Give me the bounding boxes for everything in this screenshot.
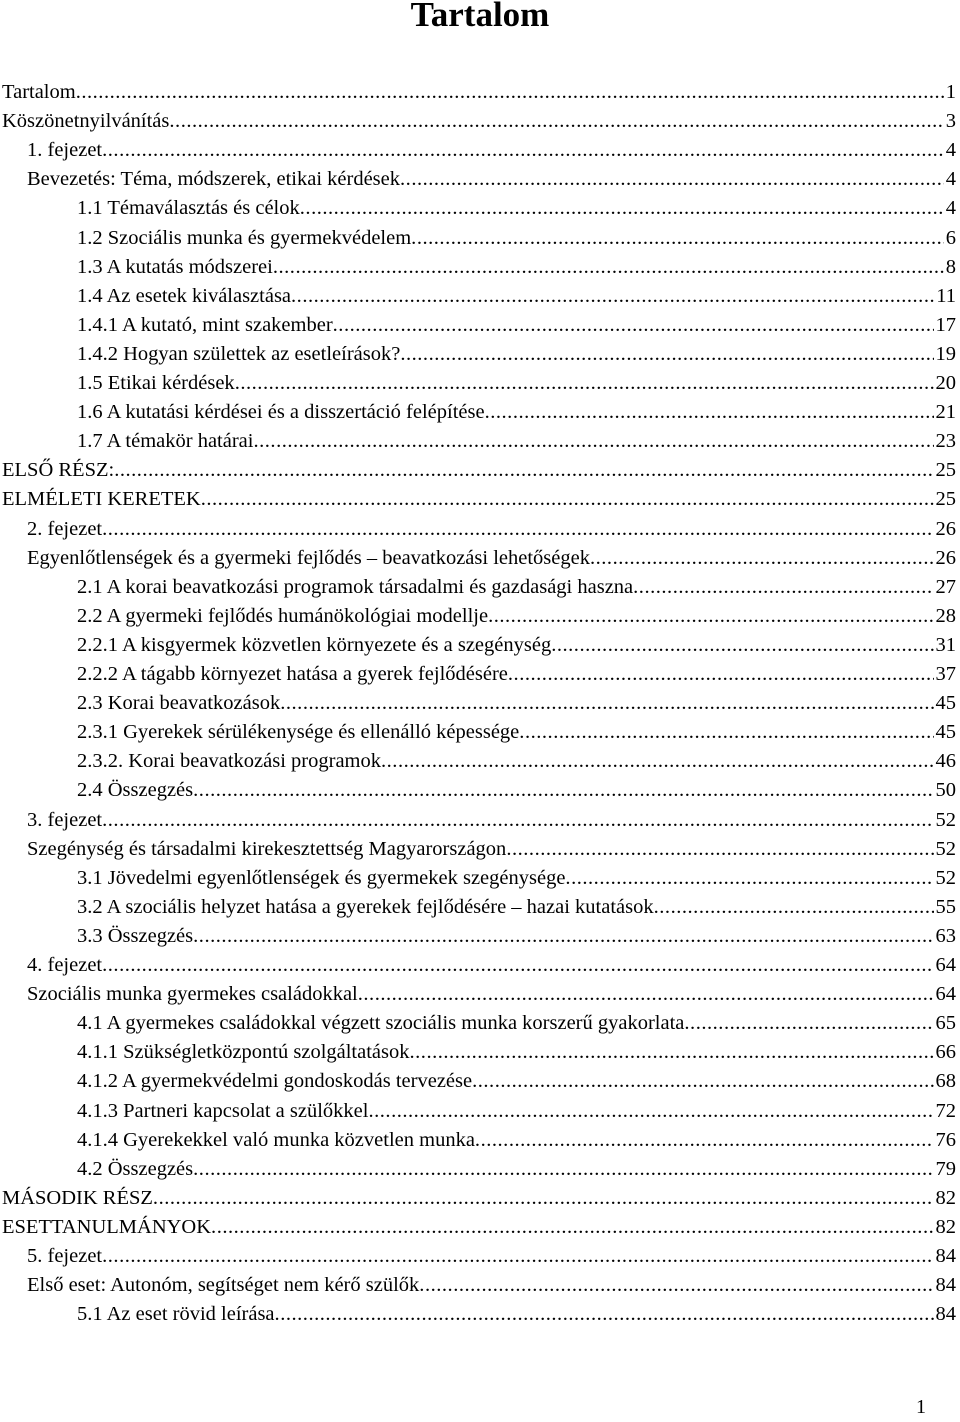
toc-entry-page: 8 [945,255,956,278]
toc-entry-page: 3 [945,110,956,133]
toc-entry-label: 1.6 A kutatási kérdései és a disszertáció felépítése [77,401,485,424]
toc-leader-dots [565,864,933,893]
toc-leader-dots [368,1097,933,1126]
toc-entry-label: 2.3.2. Korai beavatkozási programok [77,750,381,773]
toc-entry[interactable] [2,1213,956,1242]
toc-entry-page: 52 [935,837,956,860]
toc-entry[interactable] [77,1067,956,1096]
toc-leader-dots [102,806,933,835]
toc-entry-page: 68 [935,1070,956,1093]
toc-leader-dots [102,1242,933,1271]
toc-entry-page: 26 [935,517,956,540]
toc-entry[interactable] [77,282,956,311]
toc-entry[interactable] [77,689,956,718]
toc-entry-label: 2.3 Korai beavatkozások [77,692,281,715]
toc-entry-label: 1.1 Témaválasztás és célok [77,197,300,220]
toc-entry[interactable] [77,922,956,951]
toc-entry[interactable] [77,776,956,805]
toc-entry-label: 2.2.1 A kisgyermek közvetlen környezete és a szegénység [77,633,552,656]
toc-entry-page: 4 [945,139,956,162]
toc-leader-dots [684,1009,933,1038]
toc-entry-label: 4.1.2 A gyermekvédelmi gondoskodás tervezése [77,1070,473,1093]
toc-entry-page: 45 [935,692,956,715]
toc-entry[interactable] [77,602,956,631]
toc-entry-page: 26 [935,546,956,569]
toc-leader-dots [381,747,934,776]
toc-entry-label: 3. fejezet [27,808,103,831]
toc-entry-page: 19 [935,342,956,365]
toc-entry[interactable] [27,835,956,864]
toc-entry[interactable] [27,980,956,1009]
toc-entry-label: 5.1 Az eset rövid leírása [77,1303,275,1326]
toc-entry-page: 6 [945,226,956,249]
toc-entry[interactable] [27,951,956,980]
toc-entry-label: 2.3.1 Gyerekek sérülékenysége és ellenálló képessége [77,721,520,744]
toc-entry[interactable] [77,893,956,922]
toc-entry-label: Bevezetés: Téma, módszerek, etikai kérdések [27,168,401,191]
toc-entry-label: Első eset: Autonóm, segítséget nem kérő szülők [27,1274,420,1297]
toc-entry[interactable] [2,107,956,136]
toc-entry[interactable] [77,427,956,456]
toc-leader-dots [193,1155,933,1184]
toc-leader-dots [102,951,933,980]
toc-leader-dots [114,456,933,485]
toc-leader-dots [506,835,933,864]
toc-entry[interactable] [77,631,956,660]
toc-leader-dots [410,1038,934,1067]
toc-entry-label: 4. fejezet [27,954,103,976]
toc-entry-page: 27 [935,575,956,598]
toc-entry[interactable] [77,718,956,747]
toc-entry[interactable] [77,747,956,776]
toc-entry-page: 31 [935,633,956,656]
toc-entry-page: 23 [935,430,956,453]
toc-entry[interactable] [77,194,956,223]
toc-entry-page: 25 [935,488,956,511]
toc-entry-page: 82 [935,1215,956,1238]
page-number: 1 [916,1396,926,1418]
toc-leader-dots [590,544,934,573]
toc-entry-label: 1.7 A témakör határai [77,430,254,453]
toc-entry[interactable] [77,253,956,282]
toc-entry-label: 4.1.4 Gyerekekkel való munka közvetlen munka [77,1128,475,1151]
toc-entry-label: 1. fejezet [27,139,103,162]
toc-entry-label: 1.3 A kutatás módszerei [77,255,273,278]
toc-entry-label: 4.1.1 Szükségletközpontú szolgáltatások [77,1041,410,1064]
toc-leader-dots [411,224,944,253]
toc-entry[interactable] [77,1126,956,1155]
toc-leader-dots [654,893,934,922]
toc-leader-dots [275,1300,934,1329]
toc-entry-label: 1.4.2 Hogyan születtek az esetleírások? [77,342,401,365]
toc-entry-label: Egyenlőtlenségek és a gyermeki fejlődés – beavatkozási lehetőségek [27,546,590,569]
toc-entry-label: 2. fejezet [27,517,103,540]
toc-leader-dots [291,282,934,311]
toc-entry-label: 2.2.2 A tágabb környezet hatása a gyerek fejlődésére [77,663,508,685]
toc-entry-page: 65 [935,1012,956,1035]
toc-leader-dots [235,369,934,398]
toc-leader-dots [102,515,933,544]
toc-entry-label: ELMÉLETI KERETEK [2,488,201,511]
toc-entry-label: 4.1.3 Partneri kapcsolat a szülőkkel [77,1099,369,1122]
toc-leader-dots [475,1126,934,1155]
toc-entry[interactable] [77,1038,956,1067]
toc-leader-dots [201,485,934,514]
toc-entry-label: 2.4 Összegzés [77,779,194,802]
toc-entry-label: 3.2 A szociális helyzet hatása a gyerekek fejlődésére – hazai kutatások [77,895,654,918]
toc-entry[interactable] [77,573,956,602]
toc-leader-dots [76,78,944,107]
toc-entry-page: 76 [935,1128,956,1151]
toc-entry[interactable] [77,340,956,369]
toc-entry-label: MÁSODIK RÉSZ [2,1186,153,1209]
toc-entry[interactable] [2,485,956,514]
toc-entry[interactable] [27,806,956,835]
toc-entry-label: ELSŐ RÉSZ: [2,459,115,482]
toc-entry[interactable] [77,398,956,427]
toc-entry[interactable] [27,1271,956,1300]
toc-entry-page: 28 [935,604,956,627]
toc-entry-page: 50 [935,779,956,802]
toc-entry-label: Tartalom [2,81,76,103]
toc-entry-page: 1 [945,81,956,103]
toc-entry-label: 1.4.1 A kutató, mint szakember [77,313,333,336]
toc-entry-label: 4.1 A gyermekes családokkal végzett szociális munka korszerű gyakorlata [77,1012,685,1035]
toc-entry-label: 4.2 Összegzés [77,1157,194,1180]
toc-entry-page: 4 [945,168,956,191]
toc-leader-dots [253,427,933,456]
toc-entry-page: 45 [935,721,956,744]
toc-entry-page: 63 [935,924,956,947]
toc-entry[interactable] [2,78,956,107]
toc-entry[interactable] [27,1242,956,1271]
toc-entry-label: ESETTANULMÁNYOK [2,1215,212,1238]
toc-entry-label: 1.4 Az esetek kiválasztása [77,284,292,307]
toc-leader-dots [633,573,933,602]
toc-entry-label: 1.2 Szociális munka és gyermekvédelem [77,226,412,249]
toc-entry-page: 66 [935,1041,956,1064]
toc-entry-page: 46 [935,750,956,773]
toc-entry-label: 2.2 A gyermeki fejlődés humánökológiai modellje [77,604,489,627]
toc-entry[interactable] [27,136,956,165]
toc-entry-label: Szociális munka gyermekes családokkal [27,983,358,1006]
toc-entry-page: 64 [935,983,956,1006]
toc-leader-dots [211,1213,933,1242]
toc-entry[interactable] [2,1184,956,1213]
toc-entry-page: 17 [935,313,956,336]
toc-entry-label: 5. fejezet [27,1245,103,1267]
toc-entry-page: 84 [935,1274,956,1297]
toc-entry[interactable] [77,1155,956,1184]
toc-entry-page: 21 [935,401,956,424]
toc-entry[interactable] [27,544,956,573]
toc-leader-dots [333,311,934,340]
toc-leader-dots [280,689,933,718]
toc-entry[interactable] [77,1300,956,1329]
toc-entry-label: 3.3 Összegzés [77,924,194,947]
toc-entry-page: 25 [935,459,956,482]
toc-entry-page: 4 [945,197,956,220]
toc-leader-dots [300,194,944,223]
toc-leader-dots [551,631,933,660]
toc-leader-dots [400,165,944,194]
toc-entry-label: 2.1 A korai beavatkozási programok társadalmi és gazdasági haszna [77,575,634,598]
toc-entry-page: 72 [935,1099,956,1122]
toc-entry-label: 1.5 Etikai kérdések [77,372,235,394]
toc-entry-page: 20 [935,372,956,394]
toc-leader-dots [273,253,944,282]
toc-entry-page: 84 [935,1245,956,1267]
toc-entry[interactable] [27,165,956,194]
toc-entry[interactable] [77,1097,956,1126]
toc-entry-page: 11 [936,284,956,307]
toc-entry[interactable] [77,660,956,689]
toc-entry-page: 84 [935,1303,956,1326]
toc-entry-page: 37 [935,663,956,685]
toc-leader-dots [102,136,944,165]
toc-leader-dots [169,107,943,136]
toc-leader-dots [485,398,934,427]
toc-leader-dots [472,1067,933,1096]
toc-leader-dots [419,1271,933,1300]
toc-leader-dots [508,660,934,689]
toc-entry-page: 82 [935,1186,956,1209]
toc-leader-dots [193,922,933,951]
toc-entry[interactable] [77,369,956,398]
toc-leader-dots [358,980,934,1009]
toc-leader-dots [400,340,933,369]
toc-leader-dots [193,776,933,805]
toc-leader-dots [488,602,933,631]
toc-entry[interactable] [77,864,956,893]
toc-entry-page: 79 [935,1157,956,1180]
toc-leader-dots [519,718,933,747]
toc-entry-page: 52 [935,808,956,831]
toc-leader-dots [153,1184,934,1213]
toc-entry-label: Köszönetnyilvánítás [2,110,170,133]
page-title: Tartalom [410,0,550,34]
toc-entry-label: 3.1 Jövedelmi egyenlőtlenségek és gyermekek szegénysége [77,866,566,889]
toc-entry[interactable] [77,1009,956,1038]
toc-entry-page: 52 [935,866,956,889]
toc-entry[interactable] [77,224,956,253]
toc-entry-label: Szegénység és társadalmi kirekesztettség Magyarországon [27,837,507,860]
toc-entry-page: 64 [935,954,956,976]
toc-entry[interactable] [2,456,956,485]
toc-entry[interactable] [77,311,956,340]
toc-entry-page: 55 [935,895,956,918]
toc-entry[interactable] [27,515,956,544]
